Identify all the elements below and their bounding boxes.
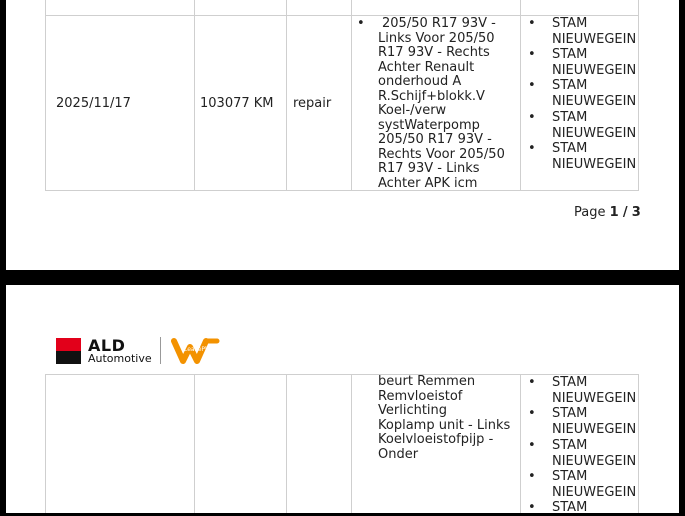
description-line: Achter Renault	[378, 59, 475, 75]
leaseplan-text: LeasePlan	[184, 346, 215, 353]
dealer-bullet: •	[528, 141, 536, 156]
ald-logo-black-block	[56, 351, 81, 364]
dealer-bullet: •	[528, 110, 536, 125]
description-line: Verlichting	[378, 403, 448, 418]
description-line: R17 93V - Links	[378, 161, 480, 176]
dealer-item: STAM NIEUWEGEIN	[552, 110, 637, 141]
table-col-border	[351, 374, 352, 513]
page-gap	[0, 270, 685, 285]
logo-separator	[160, 337, 161, 364]
description-line: Koel-/verw	[378, 103, 447, 118]
description-line: systWaterpomp	[378, 117, 480, 133]
viewer-right-border	[679, 0, 685, 513]
dealer-item: STAM NIEUWEGEIN	[552, 438, 637, 469]
description-line: Onder	[378, 446, 419, 462]
table-col-border	[286, 0, 287, 191]
dealer-item: STAM	[552, 500, 588, 515]
table-col-border	[520, 0, 521, 191]
dealer-bullet: •	[528, 47, 536, 62]
dealer-item: STAM NIEUWEGEIN	[552, 78, 637, 109]
type-cell: repair	[293, 96, 332, 111]
description-line: R.Schijf+blokk.V	[378, 88, 485, 104]
dealer-bullet: •	[528, 16, 536, 31]
description-line: R17 93V - Rechts	[378, 45, 490, 60]
description-cell	[378, 375, 518, 462]
date-cell: 2025/11/17	[56, 96, 131, 111]
dealer-item: STAM NIEUWEGEIN	[552, 47, 637, 78]
dealer-item: STAM NIEUWEGEIN	[552, 406, 637, 437]
table-col-border	[520, 374, 521, 513]
table-row-top-border	[45, 15, 639, 16]
table-col-border	[638, 0, 639, 191]
dealer-bullet: •	[528, 375, 536, 390]
description-line: Rechts Voor 205/50	[378, 146, 505, 162]
table-col-border	[351, 0, 352, 191]
table-col-border	[45, 374, 46, 513]
leaseplan-w-icon	[171, 335, 221, 365]
description-cell	[378, 17, 518, 191]
description-line: 205/50 R17 93V -	[382, 16, 496, 31]
description-line: Achter APK icm	[378, 175, 478, 191]
table-row-top-border	[45, 374, 639, 375]
table-col-border	[286, 374, 287, 513]
table-row-bottom-border	[45, 190, 639, 191]
mileage-cell: 103077 KM	[200, 96, 274, 111]
dealer-bullet: •	[528, 406, 536, 421]
dealer-bullet: •	[528, 500, 536, 515]
table-col-border	[194, 374, 195, 513]
dealer-item: STAM NIEUWEGEIN	[552, 469, 637, 500]
document-page-2	[6, 285, 679, 513]
ald-logo-red-block	[56, 338, 81, 351]
ald-logo-text: ALD	[88, 336, 126, 355]
automotive-logo-text: Automotive	[88, 352, 152, 365]
description-line: Koelvloeistofpijp -	[378, 432, 494, 447]
description-line: Links Voor 205/50	[378, 30, 495, 46]
dealer-bullet: •	[528, 438, 536, 453]
description-line: Koplamp unit - Links	[378, 417, 511, 433]
table-col-border	[638, 374, 639, 513]
description-line: Remvloeistof	[378, 388, 463, 404]
description-bullet: •	[357, 16, 365, 31]
description-line: 205/50 R17 93V -	[378, 132, 492, 147]
table-col-border	[194, 0, 195, 191]
description-line: onderhoud A	[378, 74, 462, 89]
table-col-border	[45, 0, 46, 191]
page-number: Page 1 / 3	[574, 205, 641, 220]
leaseplan-logo	[171, 335, 221, 365]
dealer-item: STAM NIEUWEGEIN	[552, 141, 637, 172]
dealer-bullet: •	[528, 469, 536, 484]
dealer-bullet: •	[528, 78, 536, 93]
description-line: beurt Remmen	[378, 374, 476, 389]
dealer-item: STAM NIEUWEGEIN	[552, 16, 637, 47]
document-page-1	[6, 0, 679, 270]
dealer-item: STAM NIEUWEGEIN	[552, 375, 637, 406]
